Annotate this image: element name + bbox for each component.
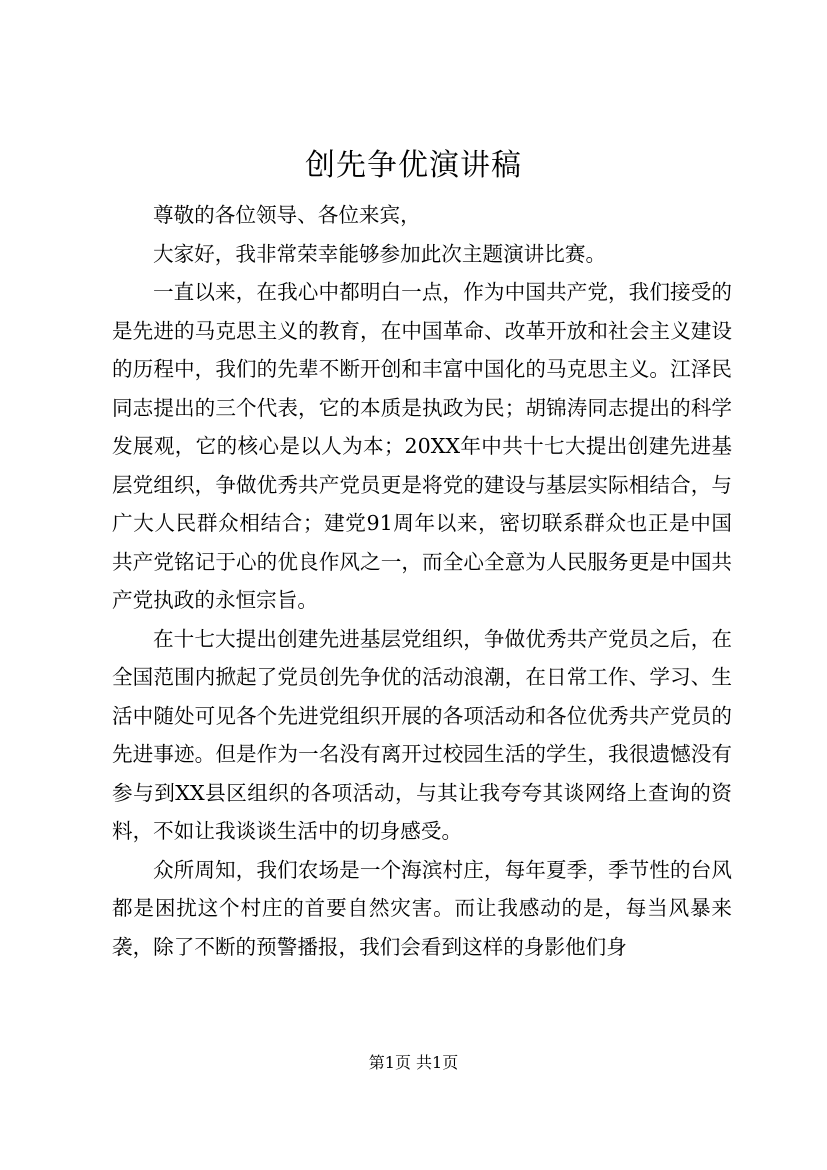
intro-line: 大家好，我非常荣幸能够参加此次主题演讲比赛。 [153,241,607,266]
paragraph-2: 在十七大提出创建先进基层党组织，争做优秀共产党员之后，在全国范围内掀起了党员创先争优的活动浪潮，在日常工作、学习、生活中随处可见各个先进党组织开展的各项活动和各位优秀共产党员的先进事迹。但是作为一名没有离开过校园生活的学生，我很遗憾没有参与到XX县区组织的各项活动，与其让我夸夸其谈网络上查询的资料，不如让我谈谈生活中的切身感受。 [112,626,732,843]
paragraph-3: 众所周知，我们农场是一个海滨村庄，每年夏季，季节性的台风都是困扰这个村庄的首要自然灾害。而让我感动的是，每当风暴来袭，除了不断的预警播报，我们会看到这样的身影他们身 [112,857,732,959]
paragraph-1: 一直以来，在我心中都明白一点，作为中国共产党，我们接受的是先进的马克思主义的教育，在中国革命、改革开放和社会主义建设的历程中，我们的先辈不断开创和丰富中国化的马克思主义。江泽民同志提出的三个代表，它的本质是执政为民；胡锦涛同志提出的科学发展观，它的核心是以人为本；20XX年中共十七大提出创建先进基层党组织，争做优秀共产党员更是将党的建设与基层实际相结合，与广大人民群众相结合；建党91周年以来，密切联系群众也正是中国共产党铭记于心的优良作风之一，而全心全意为人民服务更是中国共产党执政的永恒宗旨。 [112,280,732,612]
greeting-line: 尊敬的各位领导、各位来宾， [153,203,421,227]
document-title: 创先争优演讲稿 [305,148,522,183]
page-number-footer: 第1页 共1页 [368,1053,459,1072]
document-body [112,196,732,966]
